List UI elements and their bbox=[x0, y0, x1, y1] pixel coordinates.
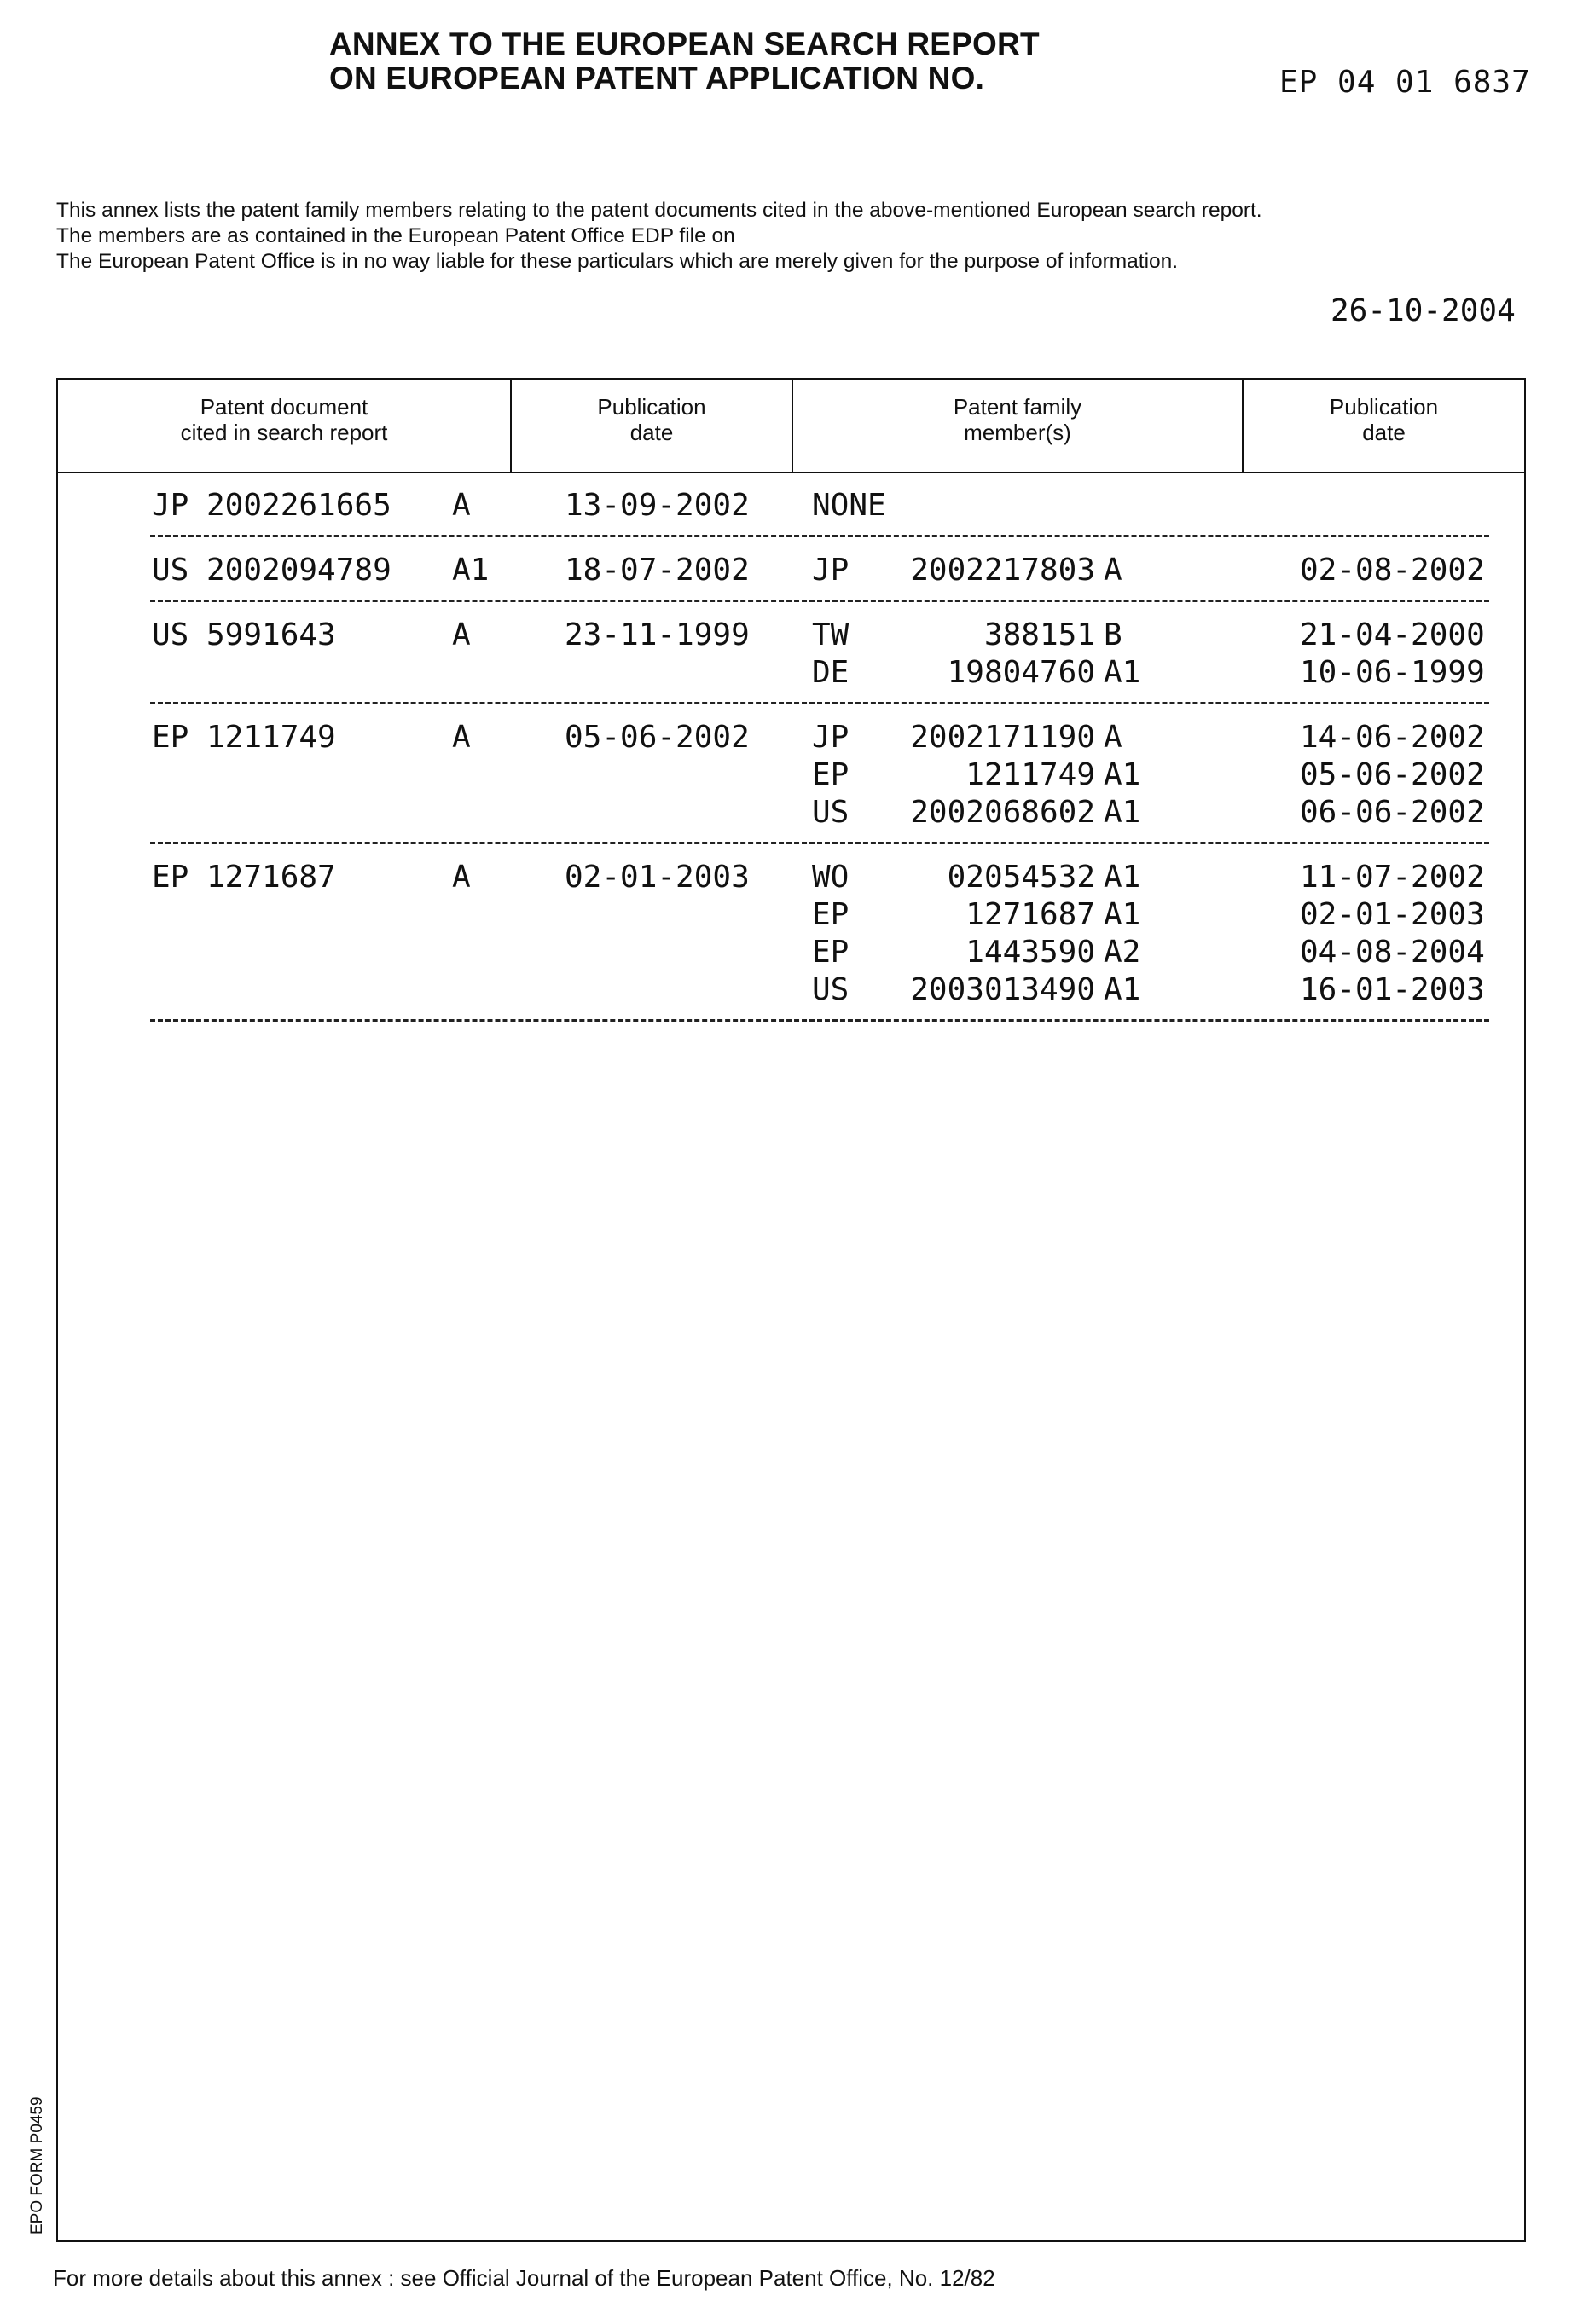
member-country: EP bbox=[812, 897, 849, 932]
cited-country: EP bbox=[152, 720, 189, 755]
intro-line-3: The European Patent Office is in no way liable for these particulars which are merely given for the purpose of information. bbox=[56, 250, 1179, 273]
cited-number: 1211749 bbox=[206, 720, 336, 755]
title-line-2: ON EUROPEAN PATENT APPLICATION NO. bbox=[329, 61, 985, 96]
footer-note: For more details about this annex : see Official Journal of the European Patent Office, No. 12/82 bbox=[53, 2265, 995, 2291]
member-number: 19804760 bbox=[947, 655, 1095, 690]
member-publication-date: 06-06-2002 bbox=[1300, 795, 1485, 830]
header-publication-date bbox=[510, 380, 792, 472]
row-divider bbox=[150, 702, 1489, 704]
member-country: EP bbox=[812, 935, 849, 970]
header-text: Publication bbox=[597, 394, 706, 420]
intro-line-1: This annex lists the patent family members relating to the patent documents cited in the above-mentioned European search report. bbox=[56, 199, 1262, 222]
row-divider bbox=[150, 1019, 1489, 1022]
report-date: 26-10-2004 bbox=[1331, 293, 1516, 328]
cited-publication-date: 13-09-2002 bbox=[565, 488, 750, 523]
cited-country: JP bbox=[152, 488, 189, 523]
member-number: 1271687 bbox=[965, 897, 1095, 932]
member-number: 1211749 bbox=[965, 757, 1095, 792]
cited-country: EP bbox=[152, 860, 189, 895]
application-number: EP 04 01 6837 bbox=[1279, 65, 1531, 100]
member-kind: A1 bbox=[1104, 972, 1141, 1007]
header-family-publication-date bbox=[1242, 380, 1524, 472]
cited-kind: A bbox=[452, 488, 471, 523]
header-text: member(s) bbox=[964, 420, 1071, 445]
member-number: 388151 bbox=[983, 617, 1095, 652]
header-text: Publication bbox=[1329, 394, 1439, 420]
header-text: date bbox=[1362, 420, 1406, 445]
member-number: 02054532 bbox=[947, 860, 1095, 895]
cited-publication-date: 23-11-1999 bbox=[565, 617, 750, 652]
cited-kind: A bbox=[452, 860, 471, 895]
member-publication-date: 04-08-2004 bbox=[1300, 935, 1485, 970]
member-publication-date: 21-04-2000 bbox=[1300, 617, 1485, 652]
header-text: Patent document bbox=[200, 394, 368, 420]
cited-publication-date: 02-01-2003 bbox=[565, 860, 750, 895]
member-number: 2002171190 bbox=[910, 720, 1095, 755]
member-country: JP bbox=[812, 720, 849, 755]
member-publication-date: 05-06-2002 bbox=[1300, 757, 1485, 792]
member-kind: A bbox=[1104, 553, 1122, 588]
member-publication-date: 14-06-2002 bbox=[1300, 720, 1485, 755]
member-kind: A1 bbox=[1104, 757, 1141, 792]
cited-kind: A1 bbox=[452, 553, 490, 588]
cited-country: US bbox=[152, 553, 189, 588]
member-publication-date: 10-06-1999 bbox=[1300, 655, 1485, 690]
member-kind: B bbox=[1104, 617, 1122, 652]
intro-line-2: The members are as contained in the European Patent Office EDP file on bbox=[56, 224, 735, 247]
member-country: TW bbox=[812, 617, 849, 652]
member-publication-date: 11-07-2002 bbox=[1300, 860, 1485, 895]
cited-publication-date: 05-06-2002 bbox=[565, 720, 750, 755]
member-number: 1443590 bbox=[965, 935, 1095, 970]
member-country: US bbox=[812, 795, 849, 830]
member-kind: A1 bbox=[1104, 655, 1141, 690]
report-title bbox=[329, 27, 1040, 96]
cited-number: 1271687 bbox=[206, 860, 336, 895]
member-publication-date: 02-08-2002 bbox=[1300, 553, 1485, 588]
member-kind: A1 bbox=[1104, 897, 1141, 932]
cited-kind: A bbox=[452, 617, 471, 652]
form-code: EPO FORM P0459 bbox=[28, 2096, 46, 2234]
header-family-members bbox=[792, 380, 1242, 472]
header-text: Patent family bbox=[953, 394, 1082, 420]
member-country: NONE bbox=[812, 488, 886, 523]
title-line-1: ANNEX TO THE EUROPEAN SEARCH REPORT bbox=[329, 26, 1040, 61]
member-country: WO bbox=[812, 860, 849, 895]
member-number: 2003013490 bbox=[910, 972, 1095, 1007]
member-kind: A1 bbox=[1104, 860, 1141, 895]
member-publication-date: 16-01-2003 bbox=[1300, 972, 1485, 1007]
member-country: EP bbox=[812, 757, 849, 792]
member-country: JP bbox=[812, 553, 849, 588]
member-kind: A1 bbox=[1104, 795, 1141, 830]
cited-publication-date: 18-07-2002 bbox=[565, 553, 750, 588]
row-divider bbox=[150, 535, 1489, 537]
header-patent-document bbox=[58, 380, 510, 472]
table-header bbox=[58, 380, 1524, 473]
row-divider bbox=[150, 600, 1489, 602]
header-text: cited in search report bbox=[180, 420, 388, 445]
member-country: DE bbox=[812, 655, 849, 690]
member-country: US bbox=[812, 972, 849, 1007]
intro-text bbox=[56, 198, 1262, 275]
member-kind: A bbox=[1104, 720, 1122, 755]
family-table bbox=[56, 378, 1526, 2242]
cited-number: 2002261665 bbox=[206, 488, 391, 523]
cited-number: 2002094789 bbox=[206, 553, 391, 588]
header-text: date bbox=[629, 420, 674, 445]
member-publication-date: 02-01-2003 bbox=[1300, 897, 1485, 932]
row-divider bbox=[150, 842, 1489, 844]
member-number: 2002068602 bbox=[910, 795, 1095, 830]
cited-kind: A bbox=[452, 720, 471, 755]
member-kind: A2 bbox=[1104, 935, 1141, 970]
cited-country: US bbox=[152, 617, 189, 652]
cited-number: 5991643 bbox=[206, 617, 336, 652]
member-number: 2002217803 bbox=[910, 553, 1095, 588]
